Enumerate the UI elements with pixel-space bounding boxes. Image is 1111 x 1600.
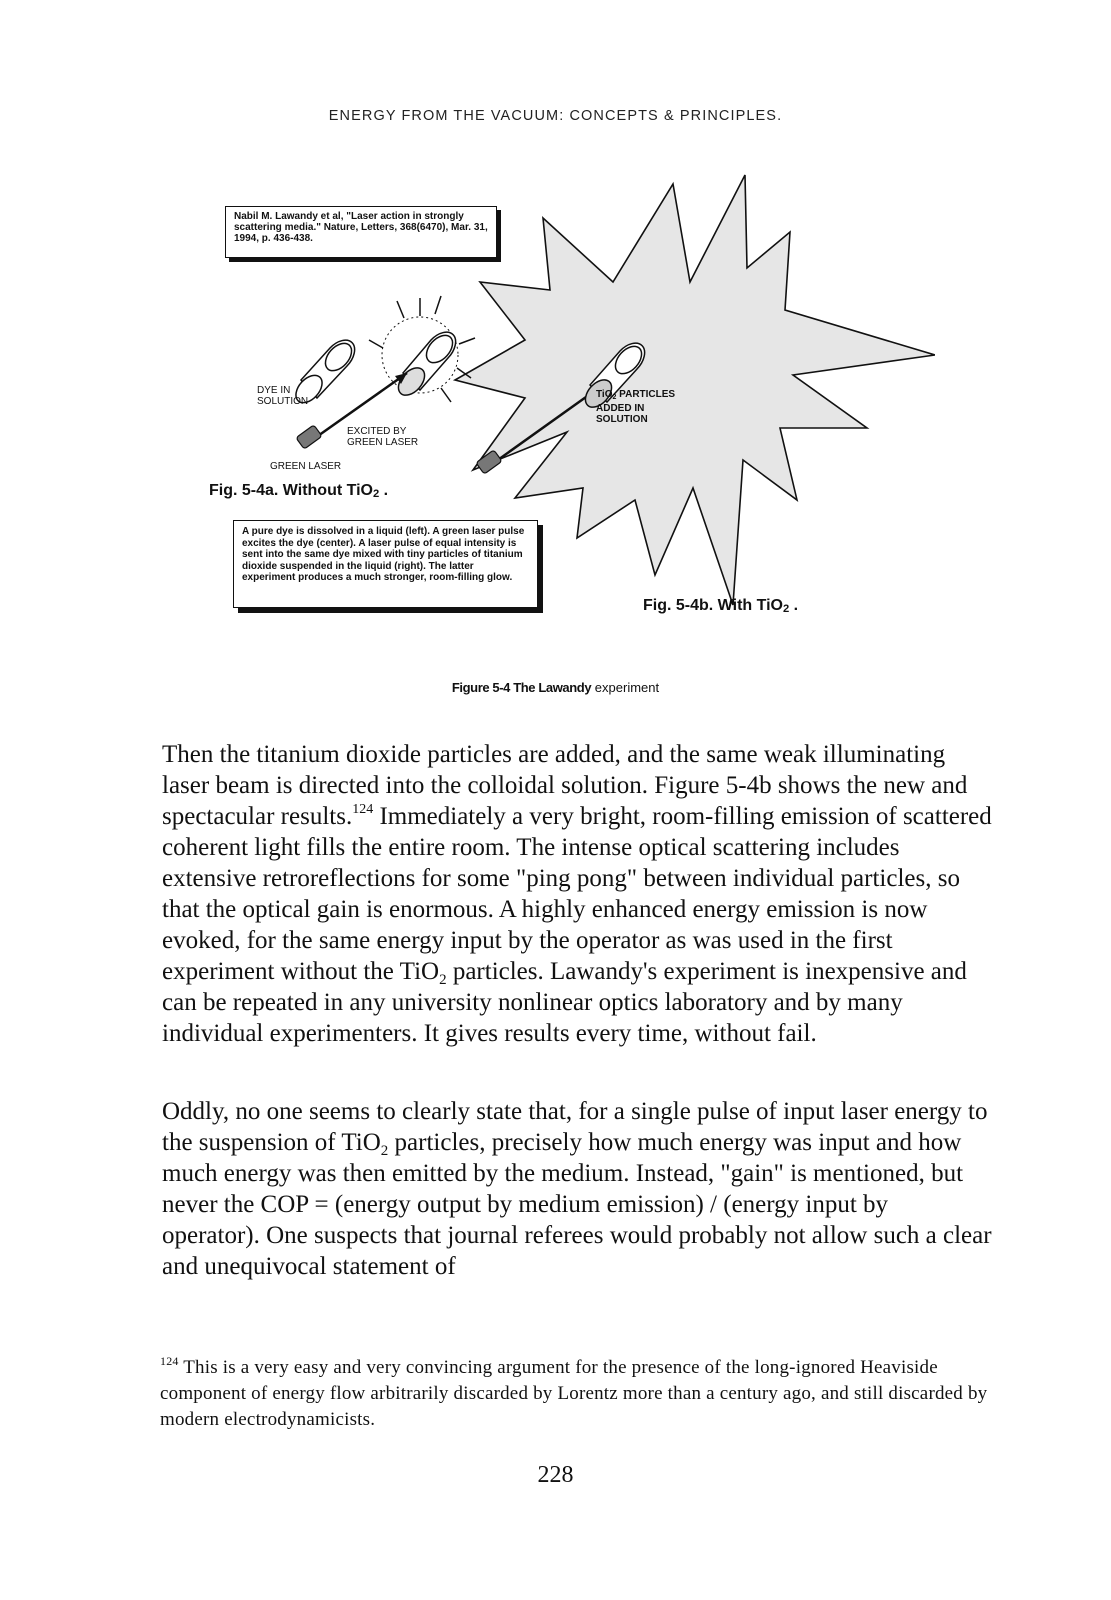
figure-5-4 [195,170,935,640]
experiment-description-box: A pure dye is dissolved in a liquid (left). A green laser pulse excites the dye (center). A laser pulse of equal intensity is sent into the same dye mixed with tiny particles of titanium dioxide suspended in the liquid (right). The latter experiment produces a much stronger, room-filling glow. [233,520,538,608]
figure-caption: Figure 5-4 The Lawandy experiment [451,680,660,695]
paragraph-2: Oddly, no one seems to clearly state that, for a single pulse of input laser energy to the suspension of TiO$_2$ particles, precisely how much energy was input and how much energy was then emitted by the medium. Instead, "gain" is mentioned, but never the COP = (energy output by medium emission) / (energy input by operator). One suspects that journal referees would probably not allow such a clear and unequivocal statement of [162,1098,992,1280]
running-head: ENERGY FROM THE VACUUM: CONCEPTS & PRINCIPLES. [328,108,783,124]
fig-5-4b-title: Fig. 5-4b. With TiO$_2$ . [643,597,799,615]
citation-box: Nabil M. Lawandy et al, "Laser action in strongly scattering media." Nature, Letters, 368(6470), Mar. 31, 1994, p. 436-438. [225,206,497,258]
paragraph-1: Then the titanium dioxide particles are added, and the same weak illuminating laser beam is directed into the colloidal solution. Figure 5-4b shows the new and spectacular results.$^{124}$ Immediately a very bright, room-filling emission of scattered coherent light fills the entire room. The intense optical scattering includes extensive retroreflections for some "ping pong" between individual particles, so that the optical gain is enormous. A highly enhanced energy emission is now evoked, for the same energy input by the operator as was used in the first experiment without the TiO$_2$ particles. Lawandy's experiment is inexpensive and can be repeated in any university nonlinear optics laboratory and by many individual experimenters. It gives results every time, without fail. [162,741,992,1047]
excited-by-label: EXCITED BY GREEN LASER [347,426,419,448]
fig-5-4a-title: Fig. 5-4a. Without TiO$_2$ . [209,482,389,500]
tio2-added-label: TiO$_2$ PARTICLES ADDED IN SOLUTION [596,389,676,425]
page-number: 228 [537,1462,574,1488]
footnote-ref-124[interactable]: 124 [352,802,374,817]
footnote-124: $^{124}$ This is a very easy and very convincing argument for the presence of the long-ignored Heaviside component of energy flow arbitrarily discarded by Lorentz more than a century ago, and still discarded by modern electrodynamicists. [160,1354,988,1430]
dye-in-solution-label: DYE IN SOLUTION [257,385,309,407]
excited-cylinder-icon [369,296,475,402]
green-laser-label: GREEN LASER [270,461,342,472]
